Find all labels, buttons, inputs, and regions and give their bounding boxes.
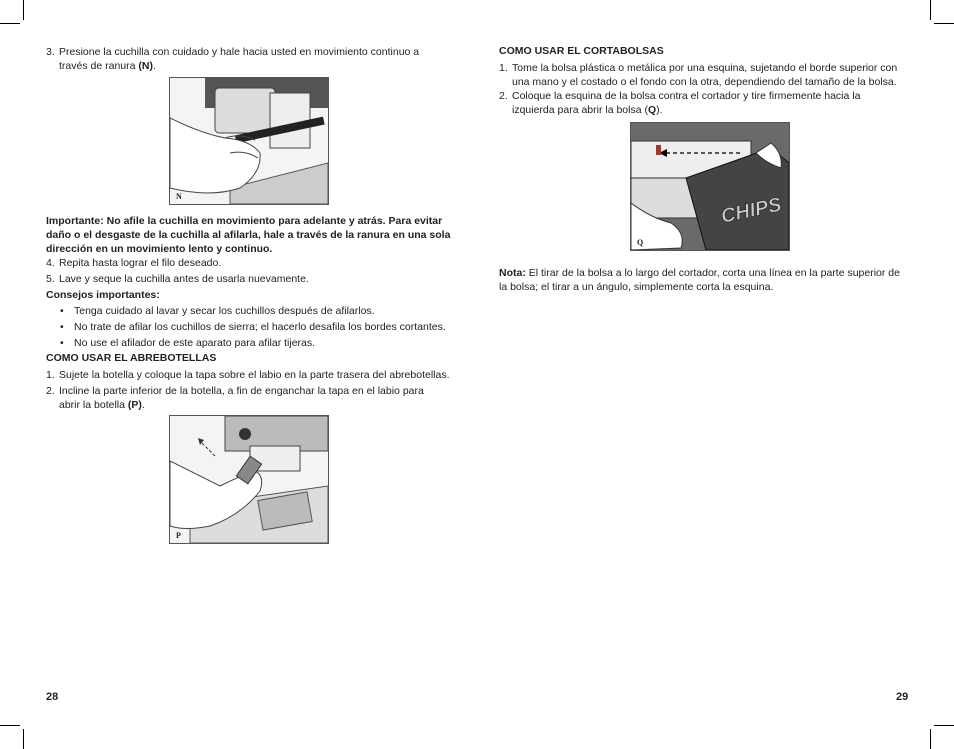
bag-cutter-heading: COMO USAR EL CORTABOLSAS (499, 45, 664, 57)
step-3-line2: través de ranura (59, 60, 139, 72)
note: Nota: El tirar de la bolsa a lo largo del cortador, corta una línea en la parte superior de la bolsa; el tirar a un ángulo, simplemente corta la esquina. (499, 267, 900, 293)
knife-sharpening-illustration (170, 78, 328, 204)
crop-mark (934, 23, 954, 24)
figure-n-knife-sharpening (169, 77, 329, 205)
bottle-opener-heading: COMO USAR EL ABREBOTELLAS (46, 352, 217, 364)
crop-mark (0, 23, 20, 24)
bag-cutter-illustration (631, 123, 789, 250)
crop-mark (934, 725, 954, 726)
step-3-line1: Presione la cuchilla con cuidado y hale hacia usted en movimiento continuo a (59, 46, 420, 58)
crop-mark (930, 729, 931, 749)
figure-q-bag-cutter (630, 122, 790, 251)
crop-mark (930, 0, 931, 20)
figure-q-label: Q (637, 238, 644, 247)
page-number-left: 28 (46, 691, 59, 703)
page-number-right: 29 (896, 691, 909, 703)
figure-n-label: N (176, 192, 182, 201)
figure-p-bottle-opener (169, 415, 329, 544)
crop-mark (23, 729, 24, 749)
note-label: Nota: (499, 267, 526, 279)
tips-heading: Consejos importantes: (46, 289, 160, 301)
figure-p-label: P (176, 531, 181, 540)
chips-bag-text: CHIPS (719, 193, 784, 228)
crop-mark (23, 0, 24, 20)
bottle-opener-illustration (170, 416, 328, 543)
important-note: Importante: No afile la cuchilla en movimiento para adelante y atrás. Para evitar daño o el desgaste de la cuchilla al afilarla, hale a través de la ranura en una sola dirección en un movimiento lento y continuo. (46, 215, 451, 255)
crop-mark (0, 725, 20, 726)
